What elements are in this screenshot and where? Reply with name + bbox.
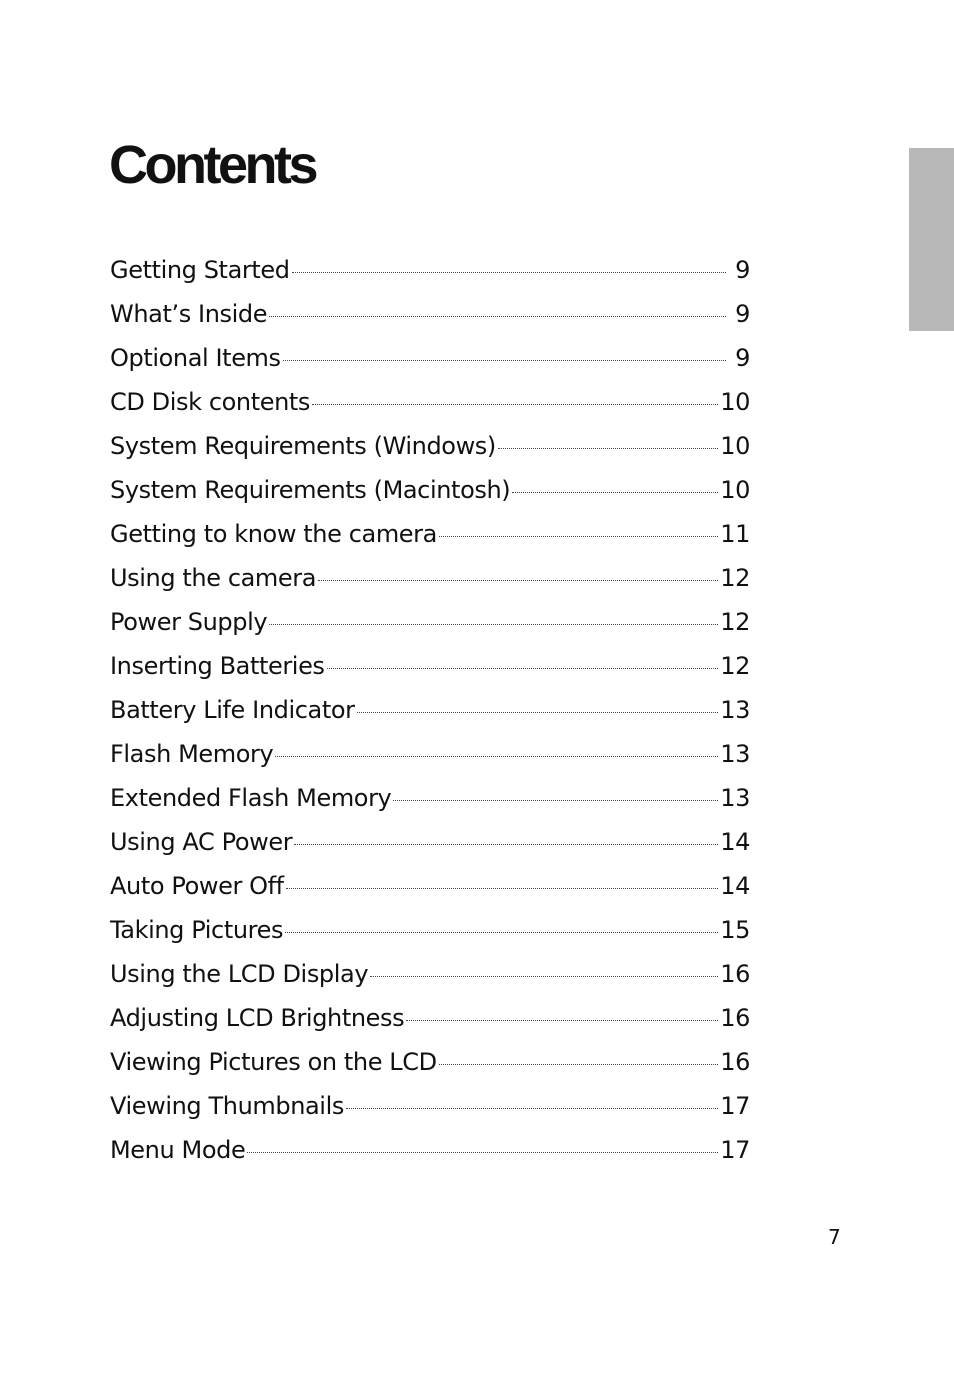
toc-dot-leader [269, 624, 718, 625]
toc-dot-leader [327, 668, 719, 669]
toc-entry-page: 9 [735, 256, 750, 284]
toc-entry-label: What’s Inside [110, 300, 268, 328]
toc-entry[interactable] [110, 1084, 750, 1128]
toc-dot-leader [286, 888, 719, 889]
toc-entry-page: 11 [720, 520, 750, 548]
toc-entry-page: 12 [720, 652, 750, 680]
toc-entry-label: Menu Mode [110, 1136, 246, 1164]
toc-dot-leader [512, 492, 718, 493]
toc-entry[interactable] [110, 336, 750, 380]
toc-entry-page: 13 [720, 784, 750, 812]
toc-entry-page: 15 [720, 916, 750, 944]
toc-dot-leader [285, 932, 718, 933]
toc-entry[interactable] [110, 644, 750, 688]
toc-entry-page: 13 [720, 740, 750, 768]
toc-entry[interactable] [110, 380, 750, 424]
toc-entry[interactable] [110, 292, 750, 336]
toc-entry[interactable] [110, 248, 750, 292]
toc-entry[interactable] [110, 1128, 750, 1172]
section-side-tab [909, 148, 954, 331]
toc-entry-page: 10 [720, 388, 750, 416]
toc-dot-leader [247, 1152, 718, 1153]
toc-entry[interactable] [110, 556, 750, 600]
toc-entry[interactable] [110, 468, 750, 512]
toc-dot-leader [498, 448, 718, 449]
toc-entry-label: System Requirements (Macintosh) [110, 476, 511, 504]
toc-dot-leader [357, 712, 719, 713]
toc-entry-page: 16 [720, 960, 750, 988]
toc-entry[interactable] [110, 952, 750, 996]
toc-entry-label: CD Disk contents [110, 388, 311, 416]
toc-entry-label: Using AC Power [110, 828, 293, 856]
toc-entry[interactable] [110, 1040, 750, 1084]
toc-entry[interactable] [110, 820, 750, 864]
toc-entry-page: 16 [720, 1004, 750, 1032]
toc-dot-leader [294, 844, 718, 845]
toc-entry-page: 12 [720, 564, 750, 592]
toc-entry-label: Power Supply [110, 608, 268, 636]
toc-entry[interactable] [110, 512, 750, 556]
toc-dot-leader [269, 316, 726, 317]
toc-entry-label: Adjusting LCD Brightness [110, 1004, 405, 1032]
toc-entry[interactable] [110, 776, 750, 820]
toc-entry-label: Battery Life Indicator [110, 696, 355, 724]
toc-entry-page: 14 [720, 872, 750, 900]
toc-entry-label: Auto Power Off [110, 872, 284, 900]
toc-entry[interactable] [110, 864, 750, 908]
toc-entry-page: 9 [735, 300, 750, 328]
toc-entry[interactable] [110, 688, 750, 732]
toc-entry-page: 13 [720, 696, 750, 724]
toc-entry-page: 17 [720, 1092, 750, 1120]
toc-entry-page: 10 [720, 476, 750, 504]
toc-dot-leader [318, 580, 718, 581]
toc-dot-leader [283, 360, 726, 361]
toc-dot-leader [370, 976, 718, 977]
toc-dot-leader [346, 1108, 718, 1109]
toc-dot-leader [439, 1064, 719, 1065]
toc-entry-page: 17 [720, 1136, 750, 1164]
toc-entry[interactable] [110, 732, 750, 776]
toc-entry-page: 10 [720, 432, 750, 460]
page-title: Contents [109, 135, 315, 195]
toc-dot-leader [406, 1020, 718, 1021]
toc-entry-label: Inserting Batteries [110, 652, 325, 680]
toc-entry-label: Viewing Pictures on the LCD [110, 1048, 437, 1076]
toc-dot-leader [275, 756, 718, 757]
toc-entry-page: 12 [720, 608, 750, 636]
toc-entry[interactable] [110, 996, 750, 1040]
toc-entry-label: System Requirements (Windows) [110, 432, 496, 460]
toc-entry-label: Getting Started [110, 256, 290, 284]
toc-entry[interactable] [110, 424, 750, 468]
toc-entry-label: Flash Memory [110, 740, 274, 768]
table-of-contents [110, 248, 750, 1172]
toc-dot-leader [439, 536, 718, 537]
toc-entry-page: 16 [720, 1048, 750, 1076]
page-number: 7 [828, 1225, 841, 1249]
toc-entry-label: Extended Flash Memory [110, 784, 392, 812]
toc-entry[interactable] [110, 600, 750, 644]
toc-entry-label: Using the camera [110, 564, 317, 592]
toc-entry-label: Using the LCD Display [110, 960, 369, 988]
toc-dot-leader [292, 272, 726, 273]
toc-entry[interactable] [110, 908, 750, 952]
toc-entry-label: Optional Items [110, 344, 281, 372]
toc-entry-label: Taking Pictures [110, 916, 284, 944]
toc-entry-label: Viewing Thumbnails [110, 1092, 344, 1120]
toc-dot-leader [312, 404, 718, 405]
toc-entry-page: 14 [720, 828, 750, 856]
toc-entry-page: 9 [735, 344, 750, 372]
toc-dot-leader [393, 800, 718, 801]
toc-entry-label: Getting to know the camera [110, 520, 437, 548]
